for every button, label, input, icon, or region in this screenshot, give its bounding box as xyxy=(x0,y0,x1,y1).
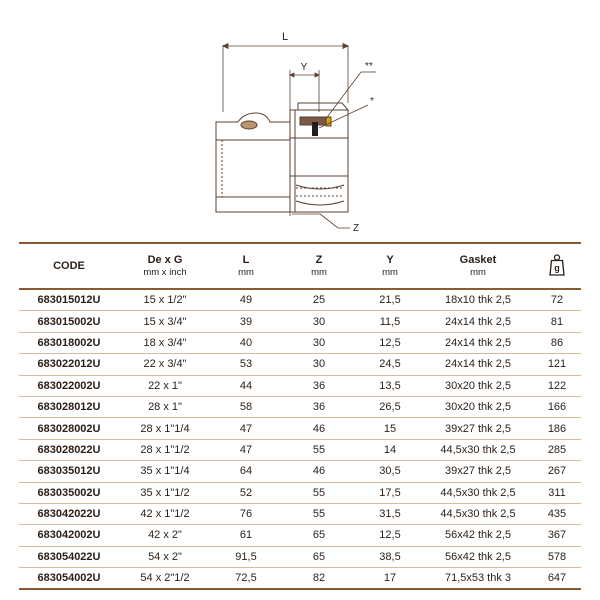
cell-l: 49 xyxy=(211,289,281,311)
mark-double-star: ** xyxy=(365,61,373,72)
cell-gasket: 24x14 thk 2,5 xyxy=(423,332,533,353)
cell-de-x-g: 42 x 1"1/2 xyxy=(119,503,211,524)
header-l xyxy=(211,243,281,289)
dimension-Z-label: Z xyxy=(353,223,360,234)
header-y-label: Y xyxy=(386,254,394,266)
table-row xyxy=(19,396,581,417)
cell-z: 30 xyxy=(281,332,357,353)
table-row xyxy=(19,418,581,439)
dimension-L xyxy=(223,44,348,113)
cell-l: 72,5 xyxy=(211,568,281,590)
table-row xyxy=(19,461,581,482)
table-row xyxy=(19,503,581,524)
cell-weight: 267 xyxy=(533,461,581,482)
cell-weight: 578 xyxy=(533,546,581,567)
cell-z: 82 xyxy=(281,568,357,590)
header-z-label: Z xyxy=(315,254,323,266)
dimension-L-label: L xyxy=(281,31,289,43)
cell-gasket: 30x20 thk 2,5 xyxy=(423,396,533,417)
cell-code: 683022002U xyxy=(19,375,119,396)
dimension-Z xyxy=(290,212,350,228)
cell-y: 31,5 xyxy=(357,503,423,524)
cell-de-x-g: 35 x 1"1/2 xyxy=(119,482,211,503)
table-row xyxy=(19,311,581,332)
table-body xyxy=(19,289,581,589)
cell-weight: 122 xyxy=(533,375,581,396)
cell-gasket: 18x10 thk 2,5 xyxy=(423,289,533,311)
cell-code: 683035012U xyxy=(19,461,119,482)
weight-icon xyxy=(549,254,565,276)
cell-weight: 311 xyxy=(533,482,581,503)
fitting-body xyxy=(216,103,348,212)
weight-unit-label: g xyxy=(554,262,560,273)
table-row xyxy=(19,289,581,311)
cell-z: 46 xyxy=(281,461,357,482)
cell-l: 53 xyxy=(211,354,281,375)
cell-de-x-g: 42 x 2" xyxy=(119,525,211,546)
cell-z: 30 xyxy=(281,354,357,375)
table-row xyxy=(19,482,581,503)
cell-l: 40 xyxy=(211,332,281,353)
cell-code: 683042002U xyxy=(19,525,119,546)
cell-weight: 121 xyxy=(533,354,581,375)
header-de-x-g xyxy=(119,243,211,289)
cell-weight: 435 xyxy=(533,503,581,524)
cell-de-x-g: 18 x 3/4" xyxy=(119,332,211,353)
specification-table xyxy=(19,242,581,590)
cell-code: 683028022U xyxy=(19,439,119,460)
header-code xyxy=(19,243,119,289)
header-gasket-label: Gasket xyxy=(459,254,497,266)
cell-l: 61 xyxy=(211,525,281,546)
header-y-unit: mm xyxy=(382,267,398,278)
cell-gasket: 39x27 thk 2,5 xyxy=(423,418,533,439)
cell-z: 46 xyxy=(281,418,357,439)
header-l-label: L xyxy=(242,254,250,266)
cell-z: 55 xyxy=(281,482,357,503)
cell-de-x-g: 22 x 1" xyxy=(119,375,211,396)
cell-y: 17 xyxy=(357,568,423,590)
cell-code: 683054022U xyxy=(19,546,119,567)
table-row xyxy=(19,568,581,590)
cell-weight: 186 xyxy=(533,418,581,439)
cell-y: 12,5 xyxy=(357,525,423,546)
cell-z: 36 xyxy=(281,396,357,417)
table-row xyxy=(19,375,581,396)
cell-l: 47 xyxy=(211,439,281,460)
cell-l: 91,5 xyxy=(211,546,281,567)
header-de-x-g-unit: mm x inch xyxy=(143,267,187,278)
cell-gasket: 24x14 thk 2,5 xyxy=(423,311,533,332)
cell-weight: 86 xyxy=(533,332,581,353)
cell-weight: 285 xyxy=(533,439,581,460)
cell-z: 55 xyxy=(281,503,357,524)
cell-gasket: 44,5x30 thk 2,5 xyxy=(423,503,533,524)
cell-weight: 647 xyxy=(533,568,581,590)
cell-y: 24,5 xyxy=(357,354,423,375)
cell-z: 36 xyxy=(281,375,357,396)
cell-y: 17,5 xyxy=(357,482,423,503)
cell-y: 12,5 xyxy=(357,332,423,353)
cell-de-x-g: 54 x 2"1/2 xyxy=(119,568,211,590)
cell-code: 683028012U xyxy=(19,396,119,417)
cell-gasket: 56x42 thk 2,5 xyxy=(423,546,533,567)
table-row xyxy=(19,546,581,567)
mark-single-star: * xyxy=(370,96,374,107)
cell-code: 683022012U xyxy=(19,354,119,375)
cell-y: 21,5 xyxy=(357,289,423,311)
cell-y: 38,5 xyxy=(357,546,423,567)
cell-gasket: 24x14 thk 2,5 xyxy=(423,354,533,375)
dimension-Y xyxy=(290,70,319,112)
cell-de-x-g: 28 x 1"1/4 xyxy=(119,418,211,439)
cell-y: 30,5 xyxy=(357,461,423,482)
cell-y: 13,5 xyxy=(357,375,423,396)
cell-de-x-g: 28 x 1" xyxy=(119,396,211,417)
cell-gasket: 56x42 thk 2,5 xyxy=(423,525,533,546)
fitting-diagram xyxy=(0,0,600,240)
cell-y: 26,5 xyxy=(357,396,423,417)
cell-z: 55 xyxy=(281,439,357,460)
header-z xyxy=(281,243,357,289)
cell-de-x-g: 35 x 1"1/4 xyxy=(119,461,211,482)
cell-de-x-g: 28 x 1"1/2 xyxy=(119,439,211,460)
cell-l: 58 xyxy=(211,396,281,417)
cell-weight: 367 xyxy=(533,525,581,546)
cell-de-x-g: 54 x 2" xyxy=(119,546,211,567)
table-row xyxy=(19,332,581,353)
table-header-row xyxy=(19,243,581,289)
cell-weight: 166 xyxy=(533,396,581,417)
table-row xyxy=(19,525,581,546)
cell-z: 65 xyxy=(281,525,357,546)
header-gasket xyxy=(423,243,533,289)
cell-y: 11,5 xyxy=(357,311,423,332)
header-l-unit: mm xyxy=(238,267,254,278)
cell-de-x-g: 15 x 1/2" xyxy=(119,289,211,311)
cell-de-x-g: 22 x 3/4" xyxy=(119,354,211,375)
table-row xyxy=(19,354,581,375)
cell-gasket: 44,5x30 thk 2,5 xyxy=(423,439,533,460)
cell-de-x-g: 15 x 3/4" xyxy=(119,311,211,332)
cell-z: 30 xyxy=(281,311,357,332)
cell-gasket: 39x27 thk 2,5 xyxy=(423,461,533,482)
cell-code: 683018002U xyxy=(19,332,119,353)
cell-z: 25 xyxy=(281,289,357,311)
cell-gasket: 30x20 thk 2,5 xyxy=(423,375,533,396)
cell-l: 44 xyxy=(211,375,281,396)
cell-l: 52 xyxy=(211,482,281,503)
cell-gasket: 71,5x53 thk 3 xyxy=(423,568,533,590)
cell-l: 76 xyxy=(211,503,281,524)
header-de-x-g-label: De x G xyxy=(147,254,183,266)
header-code-label: CODE xyxy=(53,260,85,272)
cell-code: 683028002U xyxy=(19,418,119,439)
cell-code: 683015012U xyxy=(19,289,119,311)
table-row xyxy=(19,439,581,460)
cell-z: 65 xyxy=(281,546,357,567)
header-z-unit: mm xyxy=(311,267,327,278)
cell-weight: 81 xyxy=(533,311,581,332)
header-y xyxy=(357,243,423,289)
cell-code: 683035002U xyxy=(19,482,119,503)
header-weight xyxy=(533,243,581,289)
cell-l: 47 xyxy=(211,418,281,439)
header-gasket-unit: mm xyxy=(470,267,486,278)
cell-gasket: 44,5x30 thk 2,5 xyxy=(423,482,533,503)
cell-code: 683015002U xyxy=(19,311,119,332)
cell-l: 64 xyxy=(211,461,281,482)
cell-y: 15 xyxy=(357,418,423,439)
cell-y: 14 xyxy=(357,439,423,460)
cell-l: 39 xyxy=(211,311,281,332)
cell-code: 683042022U xyxy=(19,503,119,524)
cell-code: 683054002U xyxy=(19,568,119,590)
cell-weight: 72 xyxy=(533,289,581,311)
dimension-Y-label: Y xyxy=(300,62,308,73)
